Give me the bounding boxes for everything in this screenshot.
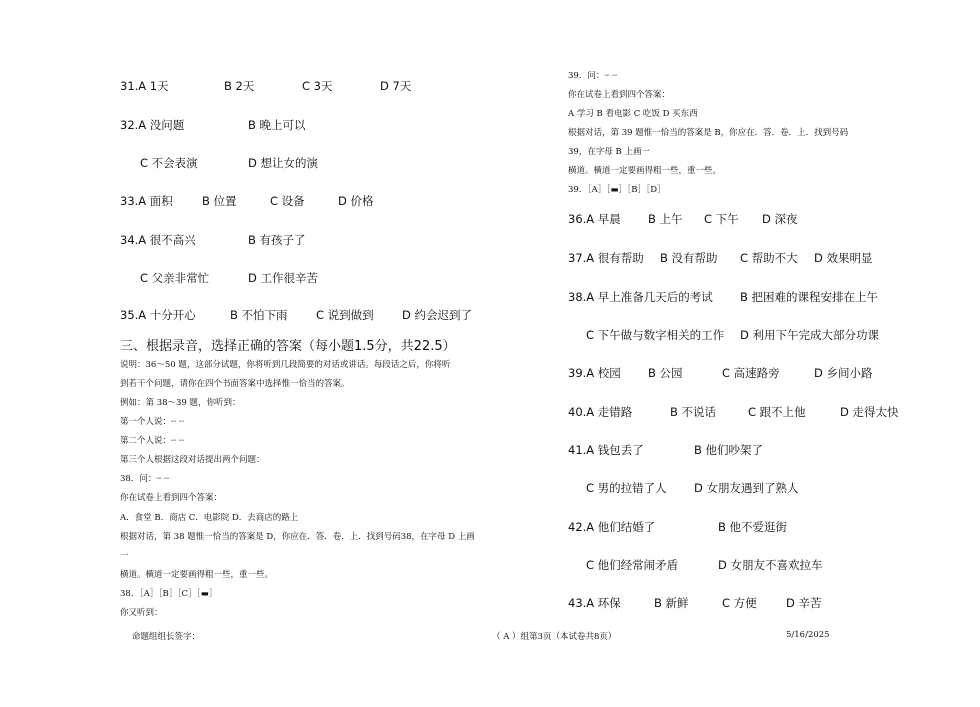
- option-c: C 3天: [302, 79, 333, 93]
- option-c: C 说到做到: [316, 308, 374, 322]
- right-line-3: A 学习 B 看电影 C 吃饭 D 买东西: [568, 109, 698, 119]
- option-d: D 7天: [380, 79, 412, 93]
- right-line-1: 39．问：┈ ┈: [568, 71, 618, 81]
- option-d: D 想让女的演: [248, 156, 319, 170]
- option-d: D 乡间小路: [814, 366, 873, 380]
- option-a: 32.A 没问题: [120, 118, 185, 132]
- right-line-5: 39，在字母 B 上画一: [568, 147, 650, 157]
- option-c: C 下午做与数字相关的工作: [586, 328, 725, 342]
- example-line-1: 例如：第 38～39 题，你听到：: [120, 398, 241, 408]
- option-c: C 他们经常闹矛盾: [586, 558, 679, 572]
- option-b: B 上午: [648, 212, 683, 226]
- option-d: D 女朋友不喜欢拉车: [718, 558, 823, 572]
- option-a: 40.A 走错路: [568, 405, 633, 419]
- option-c: C 男的拉错了人: [586, 481, 667, 495]
- option-b: B 不怕下雨: [230, 308, 288, 322]
- option-c: C 设备: [270, 194, 305, 208]
- example-line-2: 第一个人说：┈ ┈: [120, 417, 184, 427]
- option-d: D 约会迟到了: [402, 308, 473, 322]
- example-line-4: 第三个人根据这段对话提出两个问题：: [120, 455, 265, 465]
- example-line-7: A．食堂 B．商店 C．电影院 D．去商店的路上: [120, 513, 299, 523]
- option-b: B 把困难的课程安排在上午: [740, 290, 879, 304]
- option-b: B 位置: [202, 194, 237, 208]
- section-title: 三、根据录音，选择正确的答案（每小题1.5分，共22.5）: [120, 339, 456, 354]
- option-a: 36.A 早晨: [568, 212, 621, 226]
- option-b: B 他们吵架了: [694, 443, 764, 457]
- example-line-9: 一: [120, 551, 129, 561]
- option-d: D 走得太快: [840, 405, 899, 419]
- right-line-4: 根据对话，第 39 题惟一恰当的答案是 B，你应在．答．卷．上．找到号码: [568, 128, 849, 138]
- footer-date: 5/16/2025: [786, 630, 830, 640]
- example-answer-39: 39．［A］［▬］［B］［D］: [568, 185, 666, 195]
- option-c: C 帮助不大: [740, 251, 798, 265]
- option-d: D 利用下午完成大部分功课: [740, 328, 880, 342]
- footer-page-number: （ A ）组第3页（本试卷共8页）: [492, 632, 617, 642]
- option-b: B 新鲜: [654, 596, 689, 610]
- example-line-8: 根据对话，第 38 题惟一恰当的答案是 D，你应在．答．卷．上．找到号码38，在字母 D 上画: [120, 532, 475, 542]
- option-b: B 不说话: [670, 405, 717, 419]
- option-b: B 2天: [224, 79, 255, 93]
- option-c: C 方便: [722, 596, 757, 610]
- option-a: 39.A 校园: [568, 366, 621, 380]
- option-c: C 跟不上他: [748, 405, 806, 419]
- option-a: 37.A 很有帮助: [568, 251, 644, 265]
- footer-signature: 命题组组长签字：: [132, 632, 201, 642]
- option-a: 35.A 十分开心: [120, 308, 196, 322]
- option-d: D 女朋友遇到了熟人: [694, 481, 799, 495]
- option-a: 43.A 环保: [568, 596, 621, 610]
- option-b: B 公园: [648, 366, 683, 380]
- option-d: D 深夜: [762, 212, 798, 226]
- example-line-5: 38．问：┈ ┈: [120, 474, 170, 484]
- option-b: B 没有帮助: [660, 251, 718, 265]
- option-a: 33.A 面积: [120, 194, 173, 208]
- option-a: 42.A 他们结婚了: [568, 520, 656, 534]
- right-line-2: 你在试卷上看到四个答案：: [568, 90, 671, 100]
- option-b: B 有孩子了: [248, 233, 306, 247]
- option-a: 41.A 钱包丢了: [568, 443, 644, 457]
- option-c: C 高速路旁: [722, 366, 780, 380]
- option-b: B 他不爱逛街: [718, 520, 788, 534]
- example-line-6: 你在试卷上看到四个答案：: [120, 493, 223, 503]
- option-d: D 价格: [338, 194, 374, 208]
- option-d: D 辛苦: [786, 596, 822, 610]
- example-line-12: 你又听到：: [120, 608, 163, 618]
- option-b: B 晚上可以: [248, 118, 306, 132]
- option-c: C 下午: [704, 212, 739, 226]
- instructions-line-2: 到若干个问题，请你在四个书面答案中选择惟一恰当的答案。: [120, 379, 350, 389]
- right-line-6: 横道。横道一定要画得粗一些，重一些。: [568, 166, 722, 176]
- option-a: 34.A 很不高兴: [120, 233, 196, 247]
- instructions-line-1: 说明：36～50 题，这部分试题，你将听到几段简要的对话或讲话。每段话之后，你将听: [120, 360, 451, 370]
- option-d: D 工作很辛苦: [248, 271, 319, 285]
- option-d: D 效果明显: [814, 251, 873, 265]
- option-c: C 不会表演: [140, 156, 198, 170]
- example-answer-38: 38．［A］［B］［C］［▬］: [120, 589, 218, 599]
- option-c: C 父亲非常忙: [140, 271, 210, 285]
- example-line-3: 第二个人说：┈ ┈: [120, 436, 184, 446]
- example-line-10: 横道。横道一定要画得粗一些，重一些。: [120, 570, 274, 580]
- option-a: 31.A 1天: [120, 79, 169, 93]
- option-a: 38.A 早上准备几天后的考试: [568, 290, 713, 304]
